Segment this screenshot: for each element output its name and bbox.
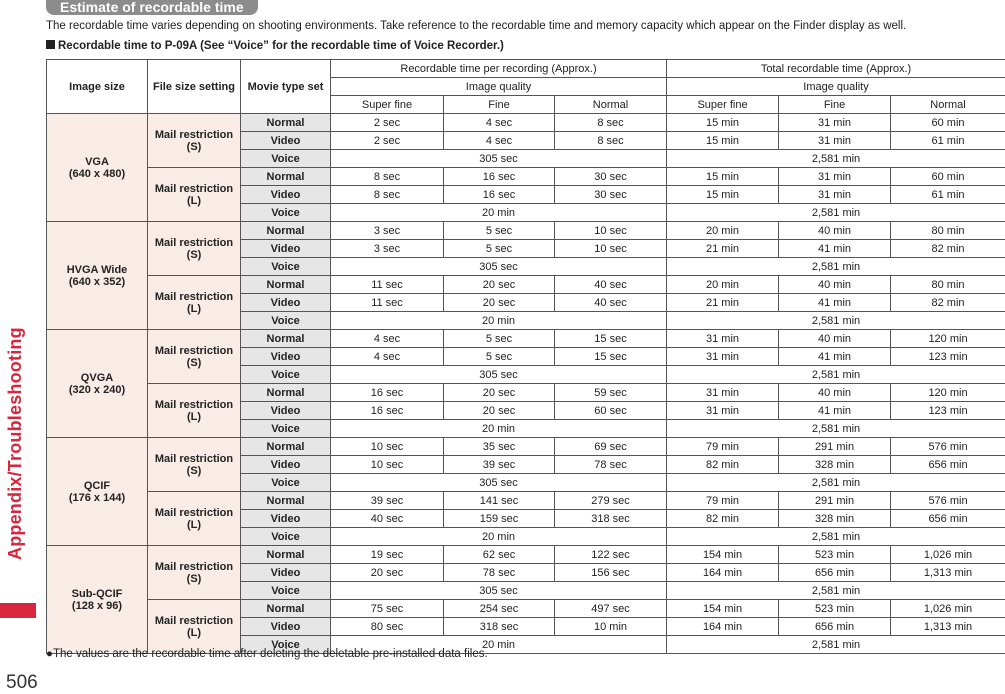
per-recording-cell: 10 sec	[555, 222, 667, 240]
total-time-cell: 656 min	[891, 456, 1005, 474]
per-recording-cell: 318 sec	[444, 618, 555, 636]
image-size-name: HVGA Wide	[67, 264, 128, 276]
per-recording-cell: 15 sec	[555, 348, 667, 366]
subheading-text: Recordable time to P-09A (See “Voice” for the recordable time of Voice Recorder.)	[58, 40, 504, 52]
file-size-suffix: (L)	[187, 627, 201, 639]
file-size-label: Mail restriction	[155, 507, 233, 519]
file-size-suffix: (L)	[187, 519, 201, 531]
total-time-cell: 40 min	[779, 384, 891, 402]
total-time-cell: 82 min	[667, 510, 779, 528]
per-recording-cell: 3 sec	[331, 240, 444, 258]
movie-type-cell: Video	[241, 564, 331, 582]
file-size-suffix: (L)	[187, 303, 201, 315]
footnote	[46, 648, 488, 660]
header-per-recording: Recordable time per recording (Approx.)	[331, 60, 667, 78]
per-recording-cell: 35 sec	[444, 438, 555, 456]
per-recording-cell: 40 sec	[555, 294, 667, 312]
total-time-cell: 164 min	[667, 618, 779, 636]
total-time-cell: 154 min	[667, 600, 779, 618]
per-recording-cell: 20 sec	[444, 384, 555, 402]
side-tab-marker	[0, 603, 36, 618]
image-size-cell	[47, 438, 148, 546]
table-row	[47, 384, 1005, 402]
header-fine-total: Fine	[779, 96, 891, 114]
movie-type-cell: Normal	[241, 114, 331, 132]
per-recording-voice-cell: 20 min	[331, 204, 667, 222]
file-size-suffix: (S)	[187, 357, 202, 369]
total-voice-cell: 2,581 min	[667, 150, 1005, 168]
file-size-cell	[148, 384, 241, 438]
image-size-name: Sub-QCIF	[72, 588, 123, 600]
per-recording-cell: 4 sec	[331, 348, 444, 366]
total-time-cell: 120 min	[891, 330, 1005, 348]
per-recording-cell: 16 sec	[444, 168, 555, 186]
per-recording-cell: 59 sec	[555, 384, 667, 402]
movie-type-cell: Voice	[241, 582, 331, 600]
per-recording-cell: 4 sec	[444, 132, 555, 150]
file-size-cell	[148, 438, 241, 492]
per-recording-voice-cell: 20 min	[331, 420, 667, 438]
total-time-cell: 523 min	[779, 600, 891, 618]
per-recording-cell: 30 sec	[555, 186, 667, 204]
movie-type-cell: Voice	[241, 312, 331, 330]
per-recording-cell: 5 sec	[444, 348, 555, 366]
per-recording-cell: 8 sec	[555, 132, 667, 150]
per-recording-cell: 40 sec	[555, 276, 667, 294]
side-tab	[0, 0, 36, 693]
total-time-cell: 656 min	[891, 510, 1005, 528]
total-time-cell: 80 min	[891, 276, 1005, 294]
movie-type-cell: Normal	[241, 438, 331, 456]
total-voice-cell: 2,581 min	[667, 582, 1005, 600]
per-recording-cell: 20 sec	[444, 402, 555, 420]
per-recording-voice-cell: 20 min	[331, 636, 667, 654]
header-fine-per: Fine	[444, 96, 555, 114]
total-voice-cell: 2,581 min	[667, 312, 1005, 330]
total-voice-cell: 2,581 min	[667, 366, 1005, 384]
image-size-name: QVGA	[81, 372, 113, 384]
total-time-cell: 576 min	[891, 492, 1005, 510]
image-size-name: VGA	[85, 156, 109, 168]
total-time-cell: 328 min	[779, 510, 891, 528]
total-time-cell: 1,313 min	[891, 618, 1005, 636]
total-time-cell: 60 min	[891, 114, 1005, 132]
total-time-cell: 15 min	[667, 168, 779, 186]
table-row	[47, 438, 1005, 456]
movie-type-cell: Voice	[241, 150, 331, 168]
total-time-cell: 164 min	[667, 564, 779, 582]
total-time-cell: 15 min	[667, 114, 779, 132]
total-voice-cell: 2,581 min	[667, 420, 1005, 438]
total-time-cell: 656 min	[779, 618, 891, 636]
per-recording-cell: 11 sec	[331, 294, 444, 312]
image-size-cell	[47, 114, 148, 222]
header-superfine-total: Super fine	[667, 96, 779, 114]
movie-type-cell: Video	[241, 186, 331, 204]
table-row	[47, 492, 1005, 510]
total-time-cell: 31 min	[779, 186, 891, 204]
total-time-cell: 41 min	[779, 348, 891, 366]
movie-type-cell: Voice	[241, 474, 331, 492]
per-recording-cell: 5 sec	[444, 330, 555, 348]
per-recording-cell: 8 sec	[555, 114, 667, 132]
total-time-cell: 154 min	[667, 546, 779, 564]
intro-text: The recordable time varies depending on shooting environments. Take reference to the recordable time and memory capacity which appear on the Finder display as well.	[46, 20, 906, 32]
total-time-cell: 31 min	[779, 114, 891, 132]
per-recording-cell: 497 sec	[555, 600, 667, 618]
total-time-cell: 656 min	[779, 564, 891, 582]
total-time-cell: 291 min	[779, 492, 891, 510]
per-recording-cell: 30 sec	[555, 168, 667, 186]
image-size-dims: (128 x 96)	[72, 600, 122, 612]
file-size-suffix: (L)	[187, 195, 201, 207]
total-voice-cell: 2,581 min	[667, 258, 1005, 276]
per-recording-cell: 16 sec	[331, 402, 444, 420]
footnote-text: The values are the recordable time after deleting the deletable pre-installed data files.	[53, 648, 488, 660]
total-time-cell: 15 min	[667, 132, 779, 150]
total-voice-cell: 2,581 min	[667, 528, 1005, 546]
movie-type-cell: Voice	[241, 420, 331, 438]
movie-type-cell: Video	[241, 510, 331, 528]
file-size-label: Mail restriction	[155, 615, 233, 627]
table-row	[47, 330, 1005, 348]
per-recording-cell: 19 sec	[331, 546, 444, 564]
movie-type-cell: Voice	[241, 366, 331, 384]
total-time-cell: 79 min	[667, 492, 779, 510]
movie-type-cell: Normal	[241, 276, 331, 294]
file-size-label: Mail restriction	[155, 237, 233, 249]
file-size-cell	[148, 492, 241, 546]
per-recording-cell: 4 sec	[331, 330, 444, 348]
per-recording-cell: 5 sec	[444, 240, 555, 258]
total-time-cell: 60 min	[891, 168, 1005, 186]
movie-type-cell: Voice	[241, 258, 331, 276]
side-tab-label: Appendix/Troubleshooting	[5, 327, 26, 560]
total-time-cell: 79 min	[667, 438, 779, 456]
table-row	[47, 546, 1005, 564]
movie-type-cell: Video	[241, 240, 331, 258]
total-time-cell: 328 min	[779, 456, 891, 474]
per-recording-cell: 141 sec	[444, 492, 555, 510]
bullet-icon: ●	[46, 648, 53, 660]
per-recording-cell: 11 sec	[331, 276, 444, 294]
per-recording-cell: 60 sec	[555, 402, 667, 420]
per-recording-cell: 254 sec	[444, 600, 555, 618]
movie-type-cell: Voice	[241, 528, 331, 546]
per-recording-voice-cell: 20 min	[331, 312, 667, 330]
total-time-cell: 80 min	[891, 222, 1005, 240]
movie-type-cell: Normal	[241, 222, 331, 240]
total-time-cell: 576 min	[891, 438, 1005, 456]
total-time-cell: 82 min	[667, 456, 779, 474]
movie-type-cell: Video	[241, 132, 331, 150]
file-size-label: Mail restriction	[155, 129, 233, 141]
total-time-cell: 123 min	[891, 402, 1005, 420]
total-time-cell: 40 min	[779, 330, 891, 348]
file-size-label: Mail restriction	[155, 183, 233, 195]
total-time-cell: 1,313 min	[891, 564, 1005, 582]
section-title: Estimate of recordable time	[46, 0, 258, 15]
per-recording-cell: 2 sec	[331, 114, 444, 132]
file-size-suffix: (S)	[187, 573, 202, 585]
total-voice-cell: 2,581 min	[667, 204, 1005, 222]
file-size-cell	[148, 276, 241, 330]
header-superfine-per: Super fine	[331, 96, 444, 114]
total-time-cell: 1,026 min	[891, 600, 1005, 618]
total-time-cell: 82 min	[891, 240, 1005, 258]
total-time-cell: 40 min	[779, 276, 891, 294]
table-row	[47, 222, 1005, 240]
table-row	[47, 276, 1005, 294]
header-image-quality-per: Image quality	[331, 78, 667, 96]
per-recording-cell: 69 sec	[555, 438, 667, 456]
file-size-cell	[148, 114, 241, 168]
subheading	[46, 40, 504, 52]
total-time-cell: 41 min	[779, 402, 891, 420]
total-time-cell: 20 min	[667, 222, 779, 240]
image-size-name: QCIF	[84, 480, 110, 492]
file-size-cell	[148, 222, 241, 276]
movie-type-cell: Normal	[241, 330, 331, 348]
image-size-dims: (640 x 352)	[69, 276, 125, 288]
per-recording-cell: 279 sec	[555, 492, 667, 510]
movie-type-cell: Normal	[241, 600, 331, 618]
image-size-cell	[47, 330, 148, 438]
per-recording-cell: 4 sec	[444, 114, 555, 132]
table-row	[47, 114, 1005, 132]
per-recording-voice-cell: 305 sec	[331, 582, 667, 600]
total-time-cell: 31 min	[667, 384, 779, 402]
total-time-cell: 82 min	[891, 294, 1005, 312]
total-time-cell: 40 min	[779, 222, 891, 240]
movie-type-cell: Voice	[241, 636, 331, 654]
per-recording-cell: 20 sec	[444, 294, 555, 312]
per-recording-cell: 10 sec	[555, 240, 667, 258]
movie-type-cell: Video	[241, 402, 331, 420]
per-recording-cell: 5 sec	[444, 222, 555, 240]
header-file-size: File size setting	[148, 60, 241, 114]
movie-type-cell: Voice	[241, 204, 331, 222]
image-size-dims: (640 x 480)	[69, 168, 125, 180]
per-recording-cell: 3 sec	[331, 222, 444, 240]
image-size-cell	[47, 222, 148, 330]
total-time-cell: 61 min	[891, 132, 1005, 150]
square-bullet-icon	[46, 40, 55, 49]
movie-type-cell: Video	[241, 456, 331, 474]
movie-type-cell: Normal	[241, 492, 331, 510]
image-size-cell	[47, 546, 148, 654]
file-size-cell	[148, 546, 241, 600]
total-time-cell: 291 min	[779, 438, 891, 456]
per-recording-cell: 159 sec	[444, 510, 555, 528]
per-recording-cell: 39 sec	[331, 492, 444, 510]
total-time-cell: 21 min	[667, 294, 779, 312]
per-recording-cell: 156 sec	[555, 564, 667, 582]
total-time-cell: 523 min	[779, 546, 891, 564]
per-recording-cell: 78 sec	[444, 564, 555, 582]
file-size-suffix: (S)	[187, 465, 202, 477]
per-recording-cell: 20 sec	[331, 564, 444, 582]
page-number: 506	[6, 672, 38, 694]
table-row	[47, 168, 1005, 186]
per-recording-cell: 20 sec	[444, 276, 555, 294]
total-time-cell: 31 min	[779, 168, 891, 186]
movie-type-cell: Normal	[241, 546, 331, 564]
per-recording-cell: 122 sec	[555, 546, 667, 564]
movie-type-cell: Video	[241, 294, 331, 312]
per-recording-cell: 318 sec	[555, 510, 667, 528]
total-time-cell: 41 min	[779, 294, 891, 312]
header-image-quality-total: Image quality	[667, 78, 1005, 96]
file-size-cell	[148, 168, 241, 222]
header-movie-type: Movie type set	[241, 60, 331, 114]
per-recording-cell: 8 sec	[331, 168, 444, 186]
header-image-size: Image size	[47, 60, 148, 114]
file-size-label: Mail restriction	[155, 399, 233, 411]
header-total: Total recordable time (Approx.)	[667, 60, 1005, 78]
file-size-suffix: (S)	[187, 249, 202, 261]
per-recording-cell: 10 sec	[331, 438, 444, 456]
per-recording-cell: 80 sec	[331, 618, 444, 636]
per-recording-voice-cell: 20 min	[331, 528, 667, 546]
movie-type-cell: Normal	[241, 384, 331, 402]
per-recording-cell: 39 sec	[444, 456, 555, 474]
per-recording-voice-cell: 305 sec	[331, 150, 667, 168]
total-time-cell: 123 min	[891, 348, 1005, 366]
per-recording-cell: 40 sec	[331, 510, 444, 528]
total-time-cell: 120 min	[891, 384, 1005, 402]
total-time-cell: 21 min	[667, 240, 779, 258]
per-recording-voice-cell: 305 sec	[331, 258, 667, 276]
total-voice-cell: 2,581 min	[667, 474, 1005, 492]
total-time-cell: 31 min	[667, 402, 779, 420]
movie-type-cell: Video	[241, 618, 331, 636]
image-size-dims: (320 x 240)	[69, 384, 125, 396]
total-time-cell: 41 min	[779, 240, 891, 258]
total-time-cell: 1,026 min	[891, 546, 1005, 564]
file-size-label: Mail restriction	[155, 453, 233, 465]
header-normal-total: Normal	[891, 96, 1005, 114]
table-row	[47, 600, 1005, 618]
file-size-cell	[148, 600, 241, 654]
per-recording-cell: 75 sec	[331, 600, 444, 618]
header-normal-per: Normal	[555, 96, 667, 114]
file-size-label: Mail restriction	[155, 291, 233, 303]
total-time-cell: 31 min	[779, 132, 891, 150]
movie-type-cell: Video	[241, 348, 331, 366]
file-size-cell	[148, 330, 241, 384]
per-recording-cell: 10 sec	[331, 456, 444, 474]
per-recording-voice-cell: 305 sec	[331, 474, 667, 492]
total-time-cell: 31 min	[667, 330, 779, 348]
total-time-cell: 61 min	[891, 186, 1005, 204]
recordable-time-table	[46, 59, 1005, 654]
total-voice-cell: 2,581 min	[667, 636, 1005, 654]
per-recording-cell: 2 sec	[331, 132, 444, 150]
total-time-cell: 31 min	[667, 348, 779, 366]
per-recording-cell: 15 sec	[555, 330, 667, 348]
total-time-cell: 15 min	[667, 186, 779, 204]
file-size-suffix: (L)	[187, 411, 201, 423]
per-recording-cell: 10 min	[555, 618, 667, 636]
per-recording-cell: 62 sec	[444, 546, 555, 564]
file-size-label: Mail restriction	[155, 345, 233, 357]
image-size-dims: (176 x 144)	[69, 492, 125, 504]
file-size-suffix: (S)	[187, 141, 202, 153]
per-recording-voice-cell: 305 sec	[331, 366, 667, 384]
per-recording-cell: 16 sec	[331, 384, 444, 402]
per-recording-cell: 16 sec	[444, 186, 555, 204]
per-recording-cell: 78 sec	[555, 456, 667, 474]
total-time-cell: 20 min	[667, 276, 779, 294]
per-recording-cell: 8 sec	[331, 186, 444, 204]
file-size-label: Mail restriction	[155, 561, 233, 573]
movie-type-cell: Normal	[241, 168, 331, 186]
